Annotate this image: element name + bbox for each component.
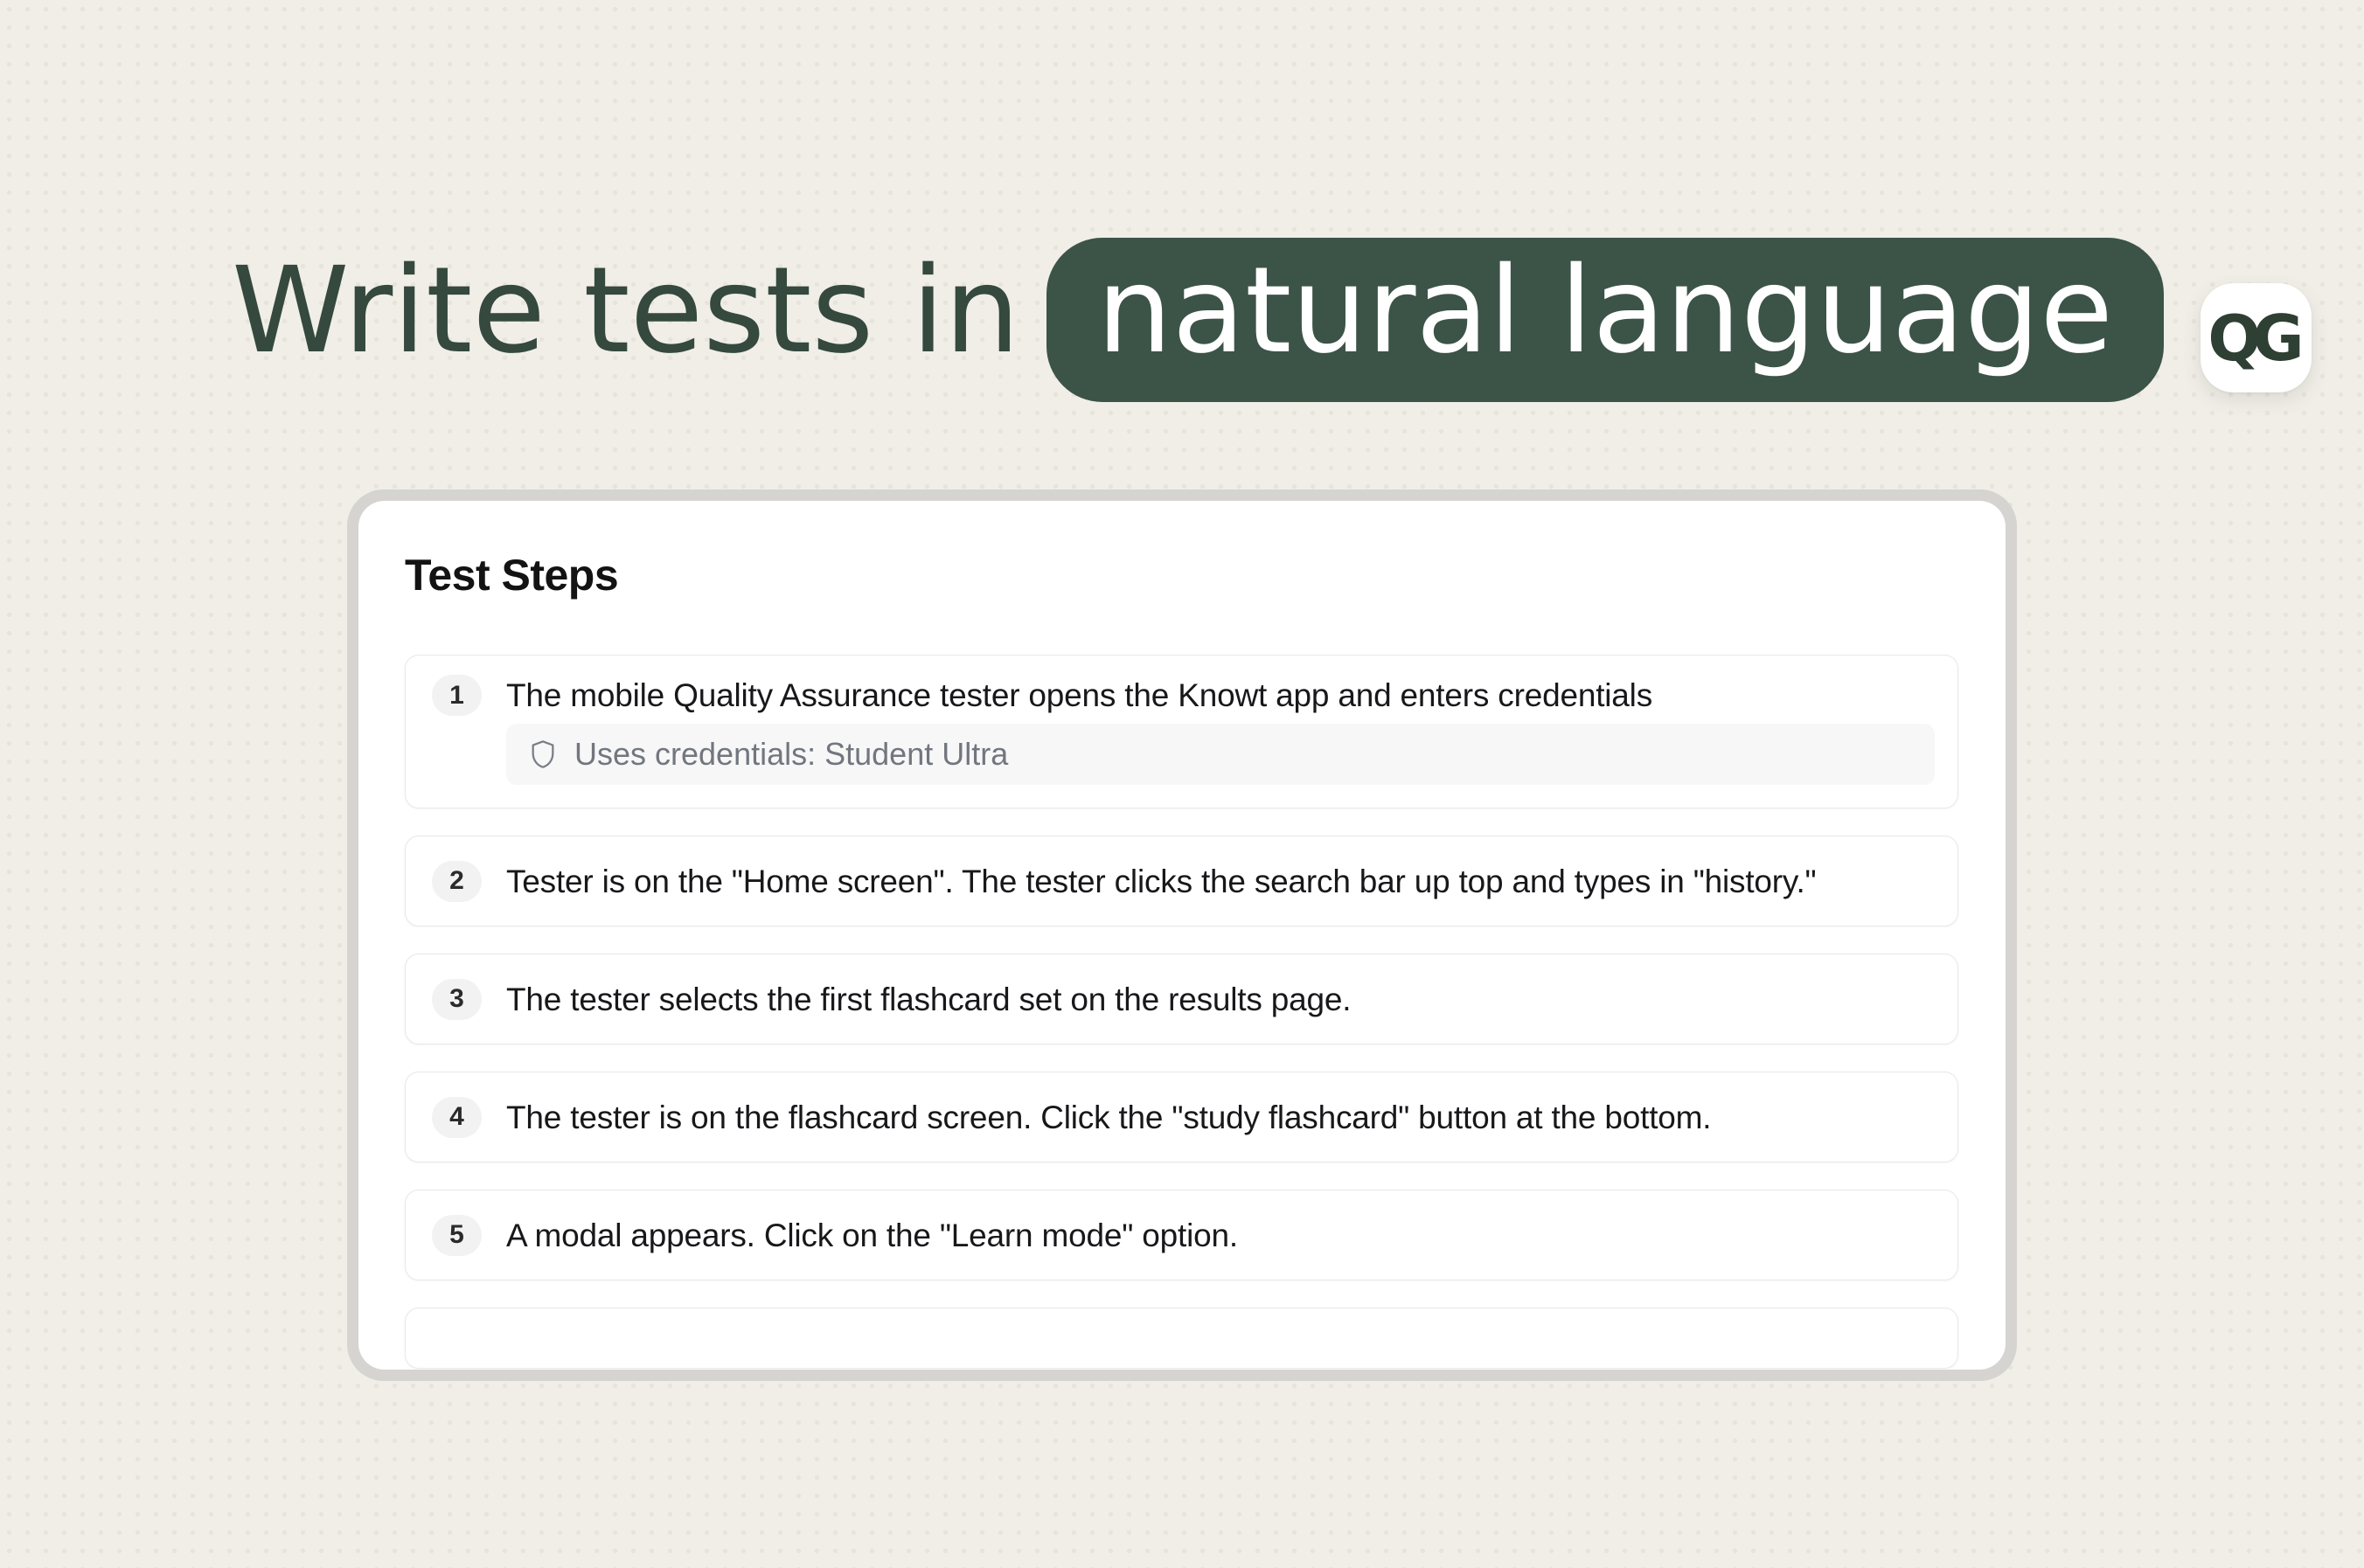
step-number: 1 [449, 680, 464, 710]
test-step-card [405, 1190, 1958, 1280]
test-step-card [405, 836, 1958, 926]
step-body [506, 861, 1935, 902]
step-number: 5 [449, 1220, 464, 1250]
step-body [506, 1097, 1935, 1138]
credentials-box [506, 724, 1935, 785]
step-body [506, 675, 1935, 785]
partial-step-card [405, 1308, 1958, 1369]
panel-title: Test Steps [405, 551, 619, 600]
headline-highlight-pill: natural language [1046, 238, 2165, 402]
headline [16, 238, 2364, 402]
credentials-label: Uses credentials: Student Ultra [574, 736, 1009, 773]
step-body [506, 979, 1935, 1020]
headline-prefix: Write tests in [231, 242, 1020, 380]
test-step-card [405, 954, 1958, 1044]
test-steps-list [405, 655, 1958, 1369]
test-steps-panel-frame [347, 489, 2017, 1381]
step-text: A modal appears. Click on the "Learn mode" option. [506, 1217, 1238, 1253]
step-number-badge [432, 675, 482, 716]
step-number-badge [432, 861, 482, 902]
shield-icon [529, 739, 557, 770]
step-text: The mobile Quality Assurance tester opens the Knowt app and enters credentials [506, 677, 1652, 714]
step-number: 4 [449, 1102, 464, 1132]
test-steps-panel [358, 501, 2006, 1370]
step-number-badge [432, 1097, 482, 1138]
step-number-badge [432, 979, 482, 1020]
qg-logo-text: QG [2208, 301, 2296, 375]
step-text: The tester is on the flashcard screen. Click the "study flashcard" button at the bottom. [506, 1099, 1712, 1135]
step-number-badge [432, 1215, 482, 1256]
test-step-card [405, 1072, 1958, 1162]
step-body [506, 1215, 1935, 1256]
step-text: The tester selects the first flashcard set on the results page. [506, 981, 1352, 1017]
step-number: 3 [449, 984, 464, 1014]
step-number: 2 [449, 866, 464, 896]
step-text: Tester is on the "Home screen". The tester clicks the search bar up top and types in "history." [506, 863, 1817, 899]
test-step-card [405, 655, 1958, 808]
